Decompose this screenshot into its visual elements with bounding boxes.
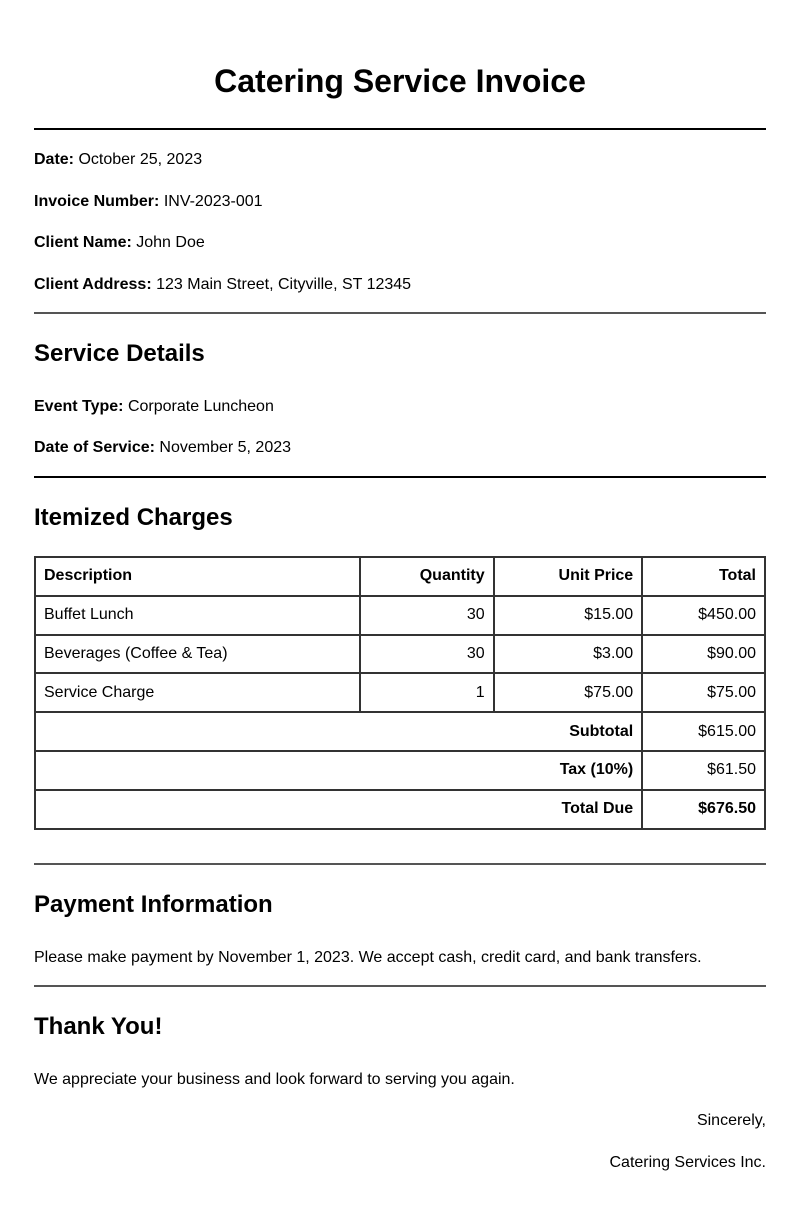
payment-information-heading: Payment Information [34, 891, 273, 918]
row-description: Buffet Lunch [35, 596, 360, 635]
thank-you-text: We appreciate your business and look forward to serving you again. [34, 1071, 515, 1088]
service-date-label: Date of Service: [34, 439, 155, 456]
service-divider [34, 476, 766, 478]
company-signature: Catering Services Inc. [609, 1154, 766, 1171]
info-divider [34, 312, 766, 314]
subtotal-value: $615.00 [642, 712, 765, 751]
invoice-number-value: INV-2023-001 [163, 193, 263, 210]
row-unit-price: $75.00 [494, 673, 643, 712]
charges-divider [34, 863, 766, 865]
service-date-value: November 5, 2023 [159, 439, 292, 456]
invoice-number-field [34, 192, 263, 212]
total-due-row [35, 790, 765, 829]
row-unit-price: $3.00 [494, 635, 643, 674]
row-quantity: 30 [360, 635, 494, 674]
column-header-quantity: Quantity [360, 557, 494, 596]
row-description: Service Charge [35, 673, 360, 712]
tax-value: $61.50 [642, 751, 765, 790]
tax-label: Tax (10%) [35, 751, 642, 790]
subtotal-row [35, 712, 765, 751]
itemized-charges-heading: Itemized Charges [34, 504, 233, 531]
date-label: Date: [34, 151, 75, 168]
table-row [35, 673, 765, 712]
payment-divider [34, 985, 766, 987]
client-name-value: John Doe [136, 234, 205, 251]
charges-table [34, 556, 766, 830]
row-unit-price: $15.00 [494, 596, 643, 635]
event-type-value: Corporate Luncheon [127, 398, 274, 415]
column-header-unit-price: Unit Price [494, 557, 643, 596]
payment-text: Please make payment by November 1, 2023. We accept cash, credit card, and bank transfers. [34, 949, 702, 966]
subtotal-label: Subtotal [35, 712, 642, 751]
service-date-field [34, 438, 291, 458]
table-header-row [35, 557, 765, 596]
client-address-value: 123 Main Street, Cityville, ST 12345 [156, 276, 412, 293]
invoice-title: Catering Service Invoice [214, 63, 586, 99]
total-due-value: $676.50 [642, 790, 765, 829]
date-field [34, 150, 202, 170]
thank-you-heading: Thank You! [34, 1013, 163, 1040]
service-details-heading: Service Details [34, 340, 205, 367]
table-row [35, 596, 765, 635]
row-total: $75.00 [642, 673, 765, 712]
tax-row [35, 751, 765, 790]
client-name-label: Client Name: [34, 234, 132, 251]
total-due-label: Total Due [35, 790, 642, 829]
event-type-label: Event Type: [34, 398, 124, 415]
row-quantity: 30 [360, 596, 494, 635]
client-address-field [34, 275, 411, 295]
event-type-field [34, 397, 274, 417]
column-header-total: Total [642, 557, 765, 596]
invoice-number-label: Invoice Number: [34, 193, 160, 210]
table-row [35, 635, 765, 674]
column-header-description: Description [35, 557, 360, 596]
row-total: $450.00 [642, 596, 765, 635]
client-name-field [34, 233, 205, 253]
row-quantity: 1 [360, 673, 494, 712]
date-value: October 25, 2023 [78, 151, 203, 168]
header-divider [34, 128, 766, 130]
row-description: Beverages (Coffee & Tea) [35, 635, 360, 674]
row-total: $90.00 [642, 635, 765, 674]
client-address-label: Client Address: [34, 276, 152, 293]
closing-text: Sincerely, [696, 1112, 766, 1129]
